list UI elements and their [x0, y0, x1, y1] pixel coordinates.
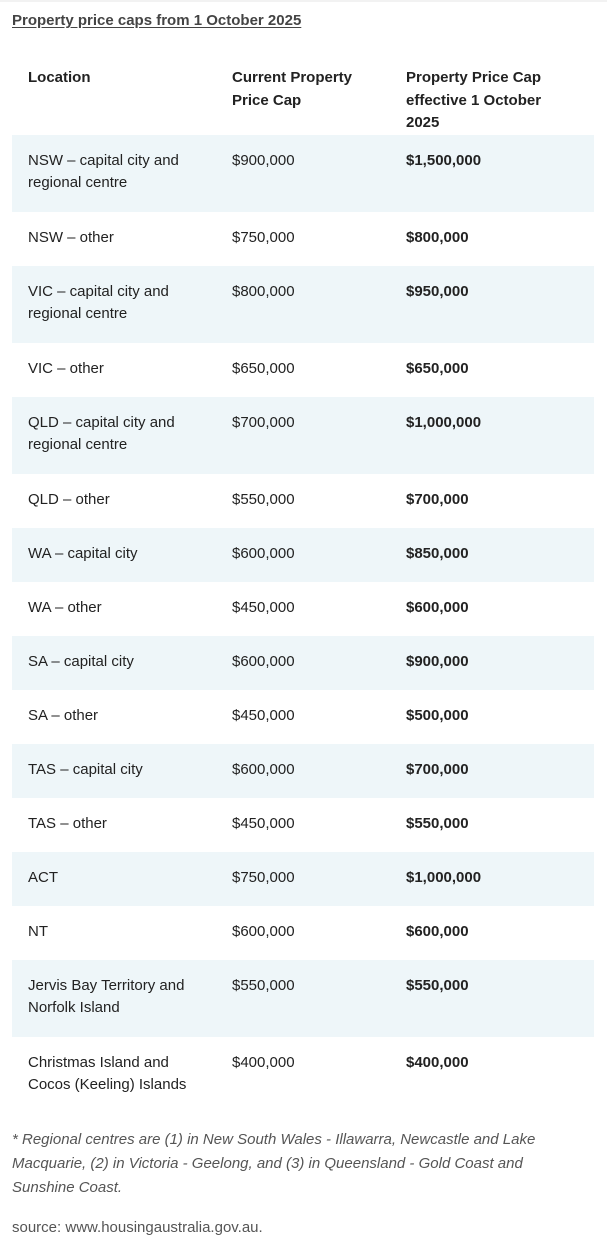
table-row	[12, 266, 594, 343]
location-cell: VIC – other	[28, 359, 104, 377]
header-current-cap: Current Property Price Cap	[232, 69, 353, 109]
current-cap-cell: $600,000	[232, 922, 295, 940]
table-row	[12, 397, 594, 474]
new-cap-cell: $700,000	[406, 490, 469, 508]
table-row	[12, 528, 594, 582]
location-cell: TAS – other	[28, 814, 107, 832]
current-cap-cell: $600,000	[216, 636, 390, 690]
table-row	[12, 852, 594, 906]
new-cap-cell: $1,000,000	[390, 397, 594, 474]
location-cell: ACT	[12, 852, 216, 906]
location-cell: WA – capital city	[12, 528, 216, 582]
location-cell: NSW – other	[28, 228, 114, 246]
current-cap-cell: $750,000	[216, 852, 390, 906]
header-location: Location	[28, 69, 91, 86]
new-cap-cell: $850,000	[390, 528, 594, 582]
location-cell: TAS – capital city	[12, 744, 216, 798]
location-cell: Jervis Bay Territory and Norfolk Island	[12, 960, 216, 1037]
location-cell: NSW – capital city and regional centre	[12, 135, 216, 212]
new-cap-cell: $900,000	[390, 636, 594, 690]
location-cell: SA – other	[28, 706, 99, 724]
location-cell: WA – other	[28, 598, 102, 616]
location-cell: Christmas Island and Cocos (Keeling) Islands	[28, 1053, 187, 1093]
location-cell: NT	[28, 922, 48, 940]
table-row	[12, 906, 594, 960]
table-row	[12, 636, 594, 690]
current-cap-cell: $750,000	[232, 228, 295, 246]
new-cap-cell: $650,000	[406, 359, 469, 377]
current-cap-cell: $650,000	[232, 359, 295, 377]
table-row	[12, 1037, 594, 1114]
table-row	[12, 690, 594, 744]
new-cap-cell: $550,000	[406, 814, 469, 832]
current-cap-cell: $450,000	[232, 706, 295, 724]
new-cap-cell: $1,000,000	[390, 852, 594, 906]
new-cap-cell: $500,000	[406, 706, 469, 724]
table-row	[12, 798, 594, 852]
new-cap-cell: $800,000	[406, 228, 469, 246]
location-cell: VIC – capital city and regional centre	[12, 266, 216, 343]
table-row	[12, 744, 594, 798]
top-divider	[0, 0, 607, 2]
current-cap-cell: $900,000	[216, 135, 390, 212]
current-cap-cell: $450,000	[232, 814, 295, 832]
new-cap-cell: $550,000	[390, 960, 594, 1037]
table-row	[12, 212, 594, 266]
current-cap-cell: $400,000	[232, 1053, 295, 1071]
table-row	[12, 343, 594, 397]
location-cell: QLD – other	[28, 490, 110, 508]
new-cap-cell: $600,000	[406, 598, 469, 616]
table-row	[12, 474, 594, 528]
current-cap-cell: $600,000	[216, 528, 390, 582]
table-header-row	[12, 51, 594, 135]
new-cap-cell: $1,500,000	[390, 135, 594, 212]
price-cap-table	[12, 51, 594, 1114]
table-row	[12, 582, 594, 636]
new-cap-cell: $400,000	[406, 1053, 469, 1071]
header-new-cap: Property Price Cap effective 1 October 2025	[406, 69, 542, 131]
source-note: source: www.housingaustralia.gov.au.	[12, 1219, 263, 1236]
regional-centres-footnote: * Regional centres are (1) in New South Wales - Illawarra, Newcastle and Lake Macquarie, (2) in Victoria - Geelong, and (3) in Queensland - Gold Coast and Sunshine Coast.	[12, 1131, 536, 1196]
new-cap-cell: $950,000	[390, 266, 594, 343]
new-cap-cell: $700,000	[390, 744, 594, 798]
new-cap-cell: $600,000	[406, 922, 469, 940]
current-cap-cell: $450,000	[232, 598, 295, 616]
current-cap-cell: $550,000	[232, 490, 295, 508]
table-row	[12, 135, 594, 212]
location-cell: SA – capital city	[12, 636, 216, 690]
current-cap-cell: $550,000	[216, 960, 390, 1037]
page-heading[interactable]: Property price caps from 1 October 2025	[12, 12, 302, 29]
current-cap-cell: $800,000	[216, 266, 390, 343]
table-row	[12, 960, 594, 1037]
current-cap-cell: $600,000	[216, 744, 390, 798]
location-cell: QLD – capital city and regional centre	[12, 397, 216, 474]
current-cap-cell: $700,000	[216, 397, 390, 474]
